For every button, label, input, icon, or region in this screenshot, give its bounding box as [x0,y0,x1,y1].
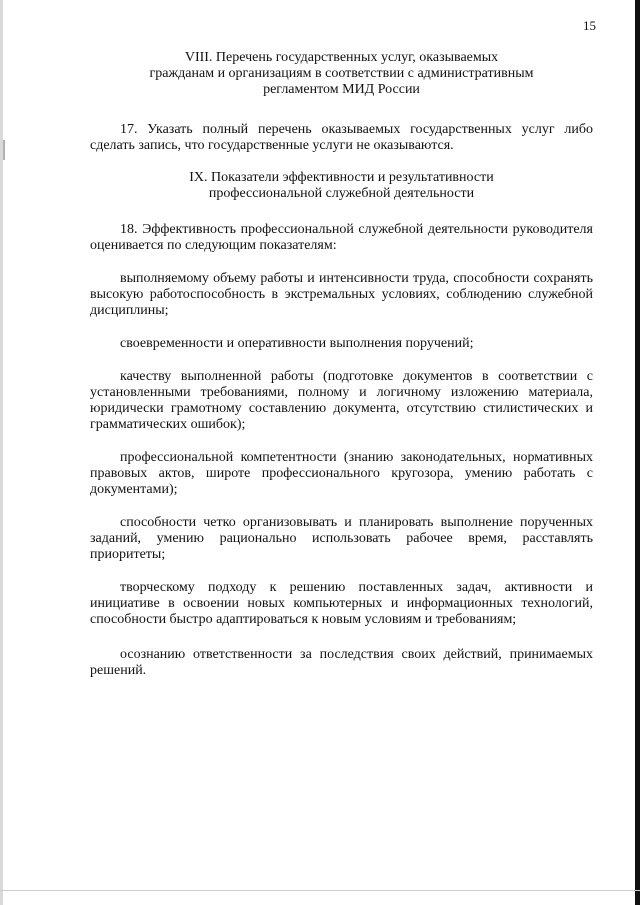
indicator-item: способности четко организовывать и планировать выполнение порученных заданий, умению рационально использовать рабочее время, расставлять приоритеты; [90,515,593,562]
page-number: 15 [583,18,596,33]
indicator-item: творческому подходу к решению поставленных задач, активности и инициативе в освоении новых компьютерных и информационных технологий, способности быстро адаптироваться к новым условиям и требованиям; [90,580,593,627]
section-8-heading-line: гражданам и организациям в соответствии с административным [149,66,534,81]
scan-left-edge [0,0,3,905]
paragraph-18: 18. Эффективность профессиональной служебной деятельности руководителя оценивается по следующим показателям: [90,222,593,253]
paragraph-17: 17. Указать полный перечень оказываемых государственных услуг либо сделать запись, что государственные услуги не оказываются. [90,122,593,153]
section-9-heading [90,170,593,202]
section-9-heading-line: профессиональной служебной деятельности [208,186,475,201]
indicator-item: выполняемому объему работы и интенсивности труда, способности сохранять высокую работоспособность в экстремальных условиях, соблюдению служебной дисциплины; [90,271,593,318]
section-8-heading [90,50,593,98]
indicator-item: качеству выполненной работы (подготовке документов в соответствии с установленными требованиями, полному и логичному изложению материала, юридически грамотному составлению документа, отсутствию стилистических и грамматических ошибок); [90,369,593,432]
document-body [90,44,593,679]
section-8-heading-line: регламентом МИД России [263,82,420,97]
scan-bottom-edge [0,890,640,891]
indicator-item: своевременности и оперативности выполнения поручений; [120,336,474,351]
indicator-item: профессиональной компетентности (знанию законодательных, нормативных правовых актов, широте профессионального кругозора, умению работать с документами); [90,450,593,497]
section-9-heading-line: IX. Показатели эффективности и результативности [189,170,494,185]
scan-right-edge [635,0,640,905]
indicator-item: осознанию ответственности за последствия своих действий, принимаемых решений. [90,647,593,678]
section-8-heading-line: VIII. Перечень государственных услуг, оказываемых [184,50,499,65]
scan-left-mark [3,140,5,160]
